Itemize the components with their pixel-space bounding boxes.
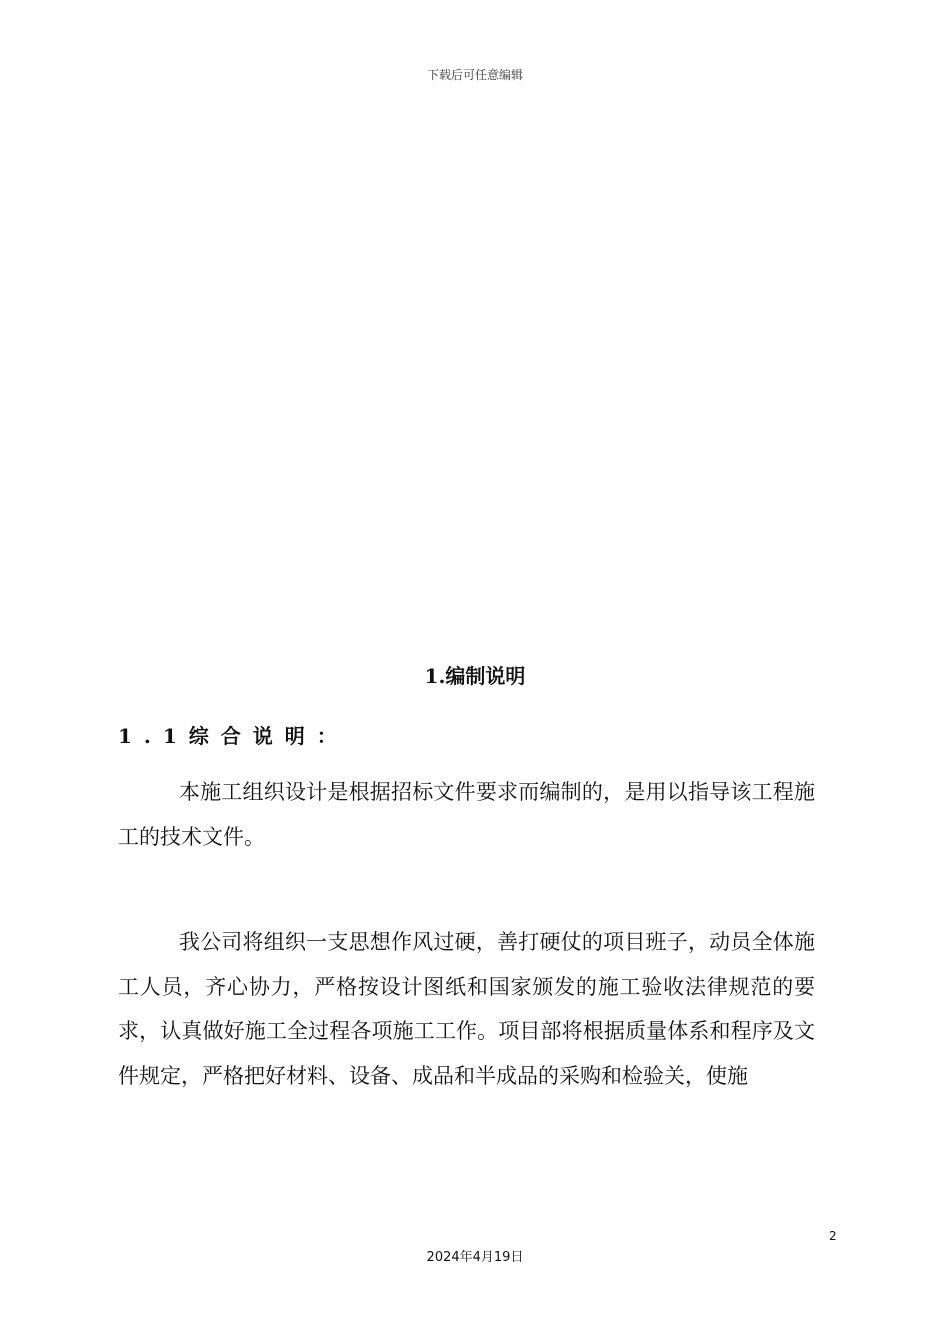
page-number: 2 [829,1229,837,1243]
paragraph-1: 本施工组织设计是根据招标文件要求而编制的，是用以指导该工程施工的技术文件。 [118,780,815,849]
section-title: 1.编制说明 [424,664,526,688]
paragraph-2: 我公司将组织一支思想作风过硬，善打硬仗的项目班子，动员全体施工人员，齐心协力，严格按设计图纸和国家颁发的施工验收法律规范的要求，认真做好施工全过程各项施工工作。项目部将根据质量体系和程序及文件规定，严格把好材料、设备、成品和半成品的采购和检验关，使施 [118,930,815,1088]
page-header: 下载后可任意编辑 [426,68,523,82]
page-footer-date: 2024年4月19日 [426,1250,524,1265]
subsection-title: 1.1综合说明： [118,724,349,748]
